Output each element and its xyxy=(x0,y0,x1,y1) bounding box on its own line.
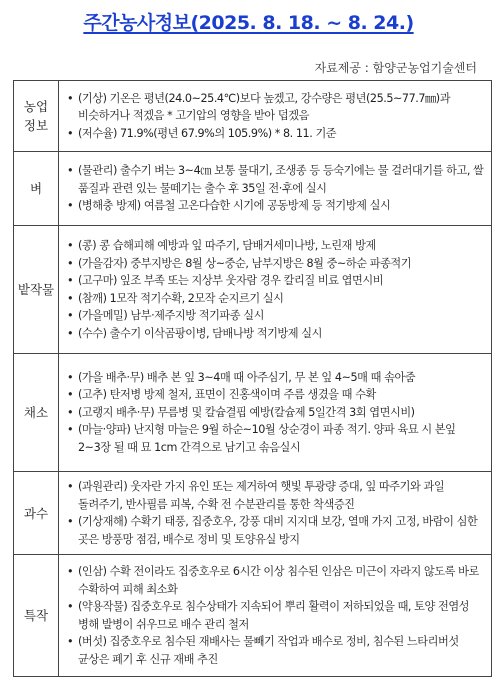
list-item: • (고추) 탄저병 방제 철저, 표면이 진홍색이며 주름 생겼을 때 수확 xyxy=(67,386,487,404)
category-cell: 과수 xyxy=(14,472,59,555)
category-cell: 농업 정보 xyxy=(14,81,59,152)
category-cell: 특작 xyxy=(14,555,59,677)
list-item: • (버섯) 집중호우로 침수된 재배사는 물빼기 작업과 배수로 정비, 침수된 느타리버섯 균상은 폐기 후 신규 재배 추진 xyxy=(67,633,487,668)
list-item: • (수수) 출수기 이삭곰팡이병, 담배나방 적기방제 실시 xyxy=(67,325,487,343)
table-row xyxy=(14,226,492,354)
table-row xyxy=(14,472,492,555)
table-row xyxy=(14,152,492,226)
content-cell xyxy=(59,81,492,152)
list-item: • (과원관리) 웃자란 가지 유인 또는 제거하여 햇빛 투광량 증대, 잎 따주기와 과일 돌려주기, 반사필름 피복, 수확 전 수분관리를 통한 착색증진 xyxy=(67,478,487,513)
list-item: • (마늘·양파) 난지형 마늘은 9월 하순~10월 상순경이 파종 적기. 양파 육묘 시 본잎 2~3장 될 때 묘 1cm 간격으로 남기고 솎음실시 xyxy=(67,421,487,456)
list-item: • (저수율) 71.9%(평년 67.9%의 105.9%) * 8. 11. 기준 xyxy=(67,125,487,143)
content-cell xyxy=(59,472,492,555)
table-row xyxy=(14,354,492,472)
list-item: • (약용작물) 집중호우로 침수상태가 지속되어 뿌리 활력이 저하되었을 때, 토양 전염성 병해 발병이 쉬우므로 배수 관리 철저 xyxy=(67,598,487,633)
category-cell: 벼 xyxy=(14,152,59,226)
farming-info-table xyxy=(13,80,492,677)
list-item: • (기상재해) 수확기 태풍, 집중호우, 강풍 대비 지지대 보강, 열매 가지 고정, 바람이 심한 곳은 방풍망 점검, 배수로 정비 및 토양유실 방지 xyxy=(67,513,487,548)
content-cell xyxy=(59,226,492,354)
list-item: • (고구마) 잎조 부족 또는 지상부 웃자람 경우 칼리질 비료 엽면시비 xyxy=(67,272,487,290)
page-title xyxy=(0,8,497,35)
content-cell xyxy=(59,152,492,226)
list-item: • (참깨) 1모작 적기수확, 2모작 순지르기 실시 xyxy=(67,290,487,308)
list-item: • (물관리) 출수기 벼는 3~4㎝ 보통 물대기, 조생종 등 등숙기에는 물 걸러대기를 하고, 쌀 품질과 관련 있는 물떼기는 출수 후 35일 전·후에 실시 xyxy=(67,162,487,197)
table-body xyxy=(14,81,492,677)
source-credit: 자료제공 : 함양군농업기술센터 xyxy=(314,61,477,75)
list-item: • (병해충 방제) 여름철 고온다습한 시기에 공동방제 등 적기방제 실시 xyxy=(67,197,487,215)
list-item: • (가을메밀) 남부·제주지방 적기파종 실시 xyxy=(67,307,487,325)
list-item: • (콩) 콩 습해피해 예방과 잎 따주기, 담배거세미나방, 노린재 방제 xyxy=(67,237,487,255)
content-cell xyxy=(59,354,492,472)
category-cell: 채소 xyxy=(14,354,59,472)
content-cell xyxy=(59,555,492,677)
table-row xyxy=(14,555,492,677)
list-item: • (가을감자) 중부지방은 8월 상~중순, 남부지방은 8월 중~하순 파종적기 xyxy=(67,255,487,273)
table-row xyxy=(14,81,492,152)
list-item: • (기상) 기온은 평년(24.0~25.4℃)보다 높겠고, 강수량은 평년(25.5~77.7㎜)과 비슷하거나 적겠음 * 고기압의 영향을 받아 덥겠음 xyxy=(67,90,487,125)
list-item: • (가을 배추·무) 배추 본 잎 3~4매 때 아주심기, 무 본 잎 4~5매 때 솎아줌 xyxy=(67,369,487,387)
category-cell: 밭작물 xyxy=(14,226,59,354)
list-item: • (고랭지 배추·무) 무름병 및 칼슘결핍 예방(칼슘제 5일간격 3회 엽면시비) xyxy=(67,404,487,422)
title-text: 주간농사정보(2025. 8. 18. ~ 8. 24.) xyxy=(83,12,414,34)
list-item: • (인삼) 수확 전이라도 집중호우로 6시간 이상 침수된 인삼은 미근이 자라지 않도록 바로 수확하여 피해 최소화 xyxy=(67,563,487,598)
